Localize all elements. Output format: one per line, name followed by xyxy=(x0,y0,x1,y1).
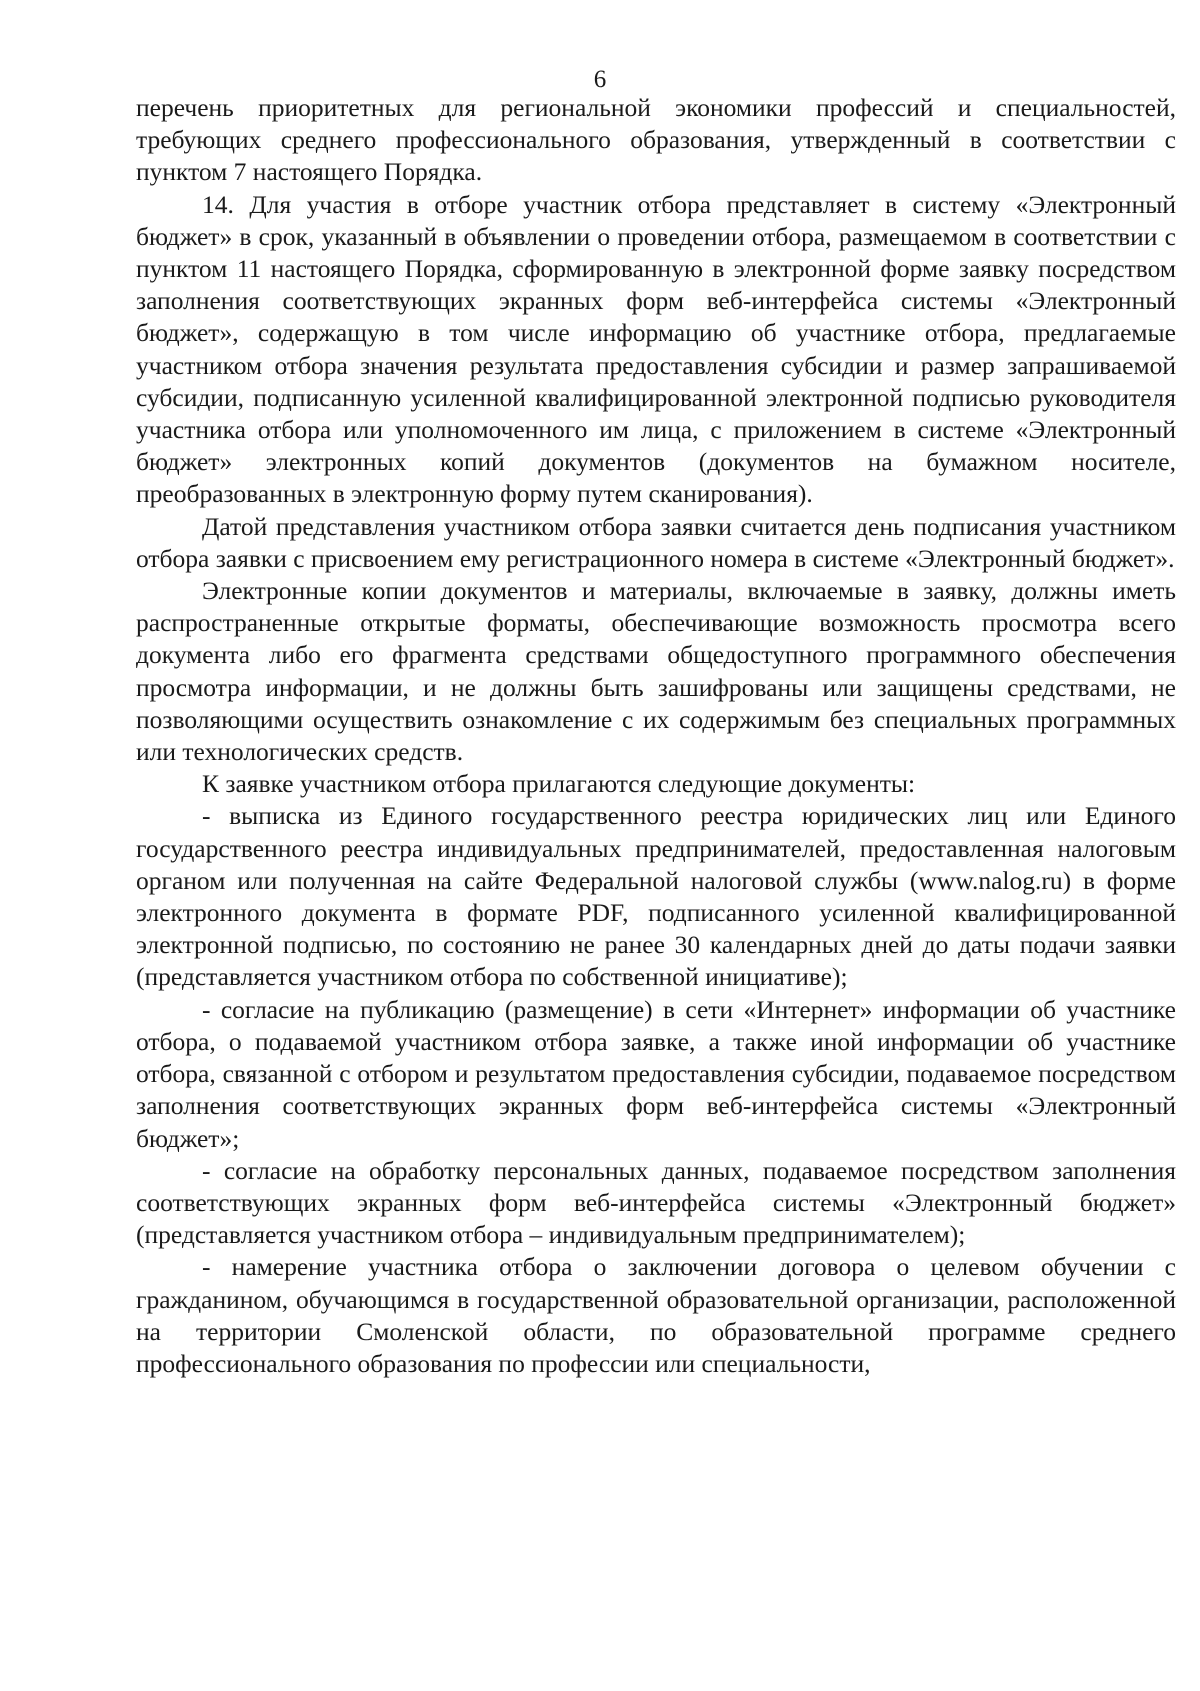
page-number: 6 xyxy=(593,66,607,93)
paragraph-section-14: 14. Для участия в отборе участник отбора представляет в систему «Электронный бюджет» в срок, указанный в объявлении о проведении отбора, размещаемом в соответствии с пунктом 11 настоящего Порядка, сформированную в электронной форме заявку посредством заполнения соответствующих экранных форм веб-интерфейса системы «Электронный бюджет», содержащую в том числе информацию об участнике отбора, предлагаемые участником отбора значения результата предоставления субсидии и размер запрашиваемой субсидии, подписанную усиленной квалифицированной электронной подписью руководителя участника отбора или уполномоченного им лица, с приложением в системе «Электронный бюджет» электронных копий документов (документов на бумажном носителе, преобразованных в электронную форму путем сканирования). xyxy=(136,189,1176,509)
paragraph-attached-documents-intro: К заявке участником отбора прилагаются следующие документы: xyxy=(202,769,916,799)
list-item-targeted-training-intent: - намерение участника отбора о заключении договора о целевом обучении с гражданином, обучающимся в государственной образовательной организации, расположенной на территории Смоленской области, по образовательной программе среднего профессионального образования по профессии или специальности, xyxy=(136,1252,1176,1378)
list-item-egrul-extract: - выписка из Единого государственного реестра юридических лиц или Единого государственного реестра индивидуальных предпринимателей, предоставленная налоговым органом или полученная на сайте Федеральной налоговой службы (www.nalog.ru) в форме электронного документа в формате PDF, подписанного усиленной квалифицированной электронной подписью, по состоянию не ранее 30 календарных дней до даты подачи заявки (представляется участником отбора по собственной инициативе); xyxy=(136,801,1176,992)
paragraph-submission-date: Датой представления участником отбора заявки считается день подписания участником отбора заявки с присвоением ему регистрационного номера в системе «Электронный бюджет». xyxy=(136,511,1176,573)
paragraph-electronic-copies: Электронные копии документов и материалы, включаемые в заявку, должны иметь распространенные открытые форматы, обеспечивающие возможность просмотра всего документа либо его фрагмента средствами общедоступного программного обеспечения просмотра информации, и не должны быть зашифрованы или защищены средствами, не позволяющими осуществить ознакомление с их содержимым без специальных программных или технологических средств. xyxy=(136,576,1176,767)
paragraph-continuation: перечень приоритетных для региональной экономики профессий и специальностей, требующих среднего профессионального образования, утвержденный в соответствии с пунктом 7 настоящего Порядка. xyxy=(136,93,1176,187)
document-body xyxy=(136,92,1176,1380)
list-item-publication-consent: - согласие на публикацию (размещение) в сети «Интернет» информации об участнике отбора, о подаваемой участником отбора заявке, а также иной информации об участнике отбора, связанной с отбором и результатом предоставления субсидии, подаваемое посредством заполнения соответствующих экранных форм веб-интерфейса системы «Электронный бюджет»; xyxy=(136,994,1176,1153)
list-item-personal-data-consent: - согласие на обработку персональных данных, подаваемое посредством заполнения соответствующих экранных форм веб-интерфейса системы «Электронный бюджет» (представляется участником отбора – индивидуальным предпринимателем); xyxy=(136,1155,1176,1250)
